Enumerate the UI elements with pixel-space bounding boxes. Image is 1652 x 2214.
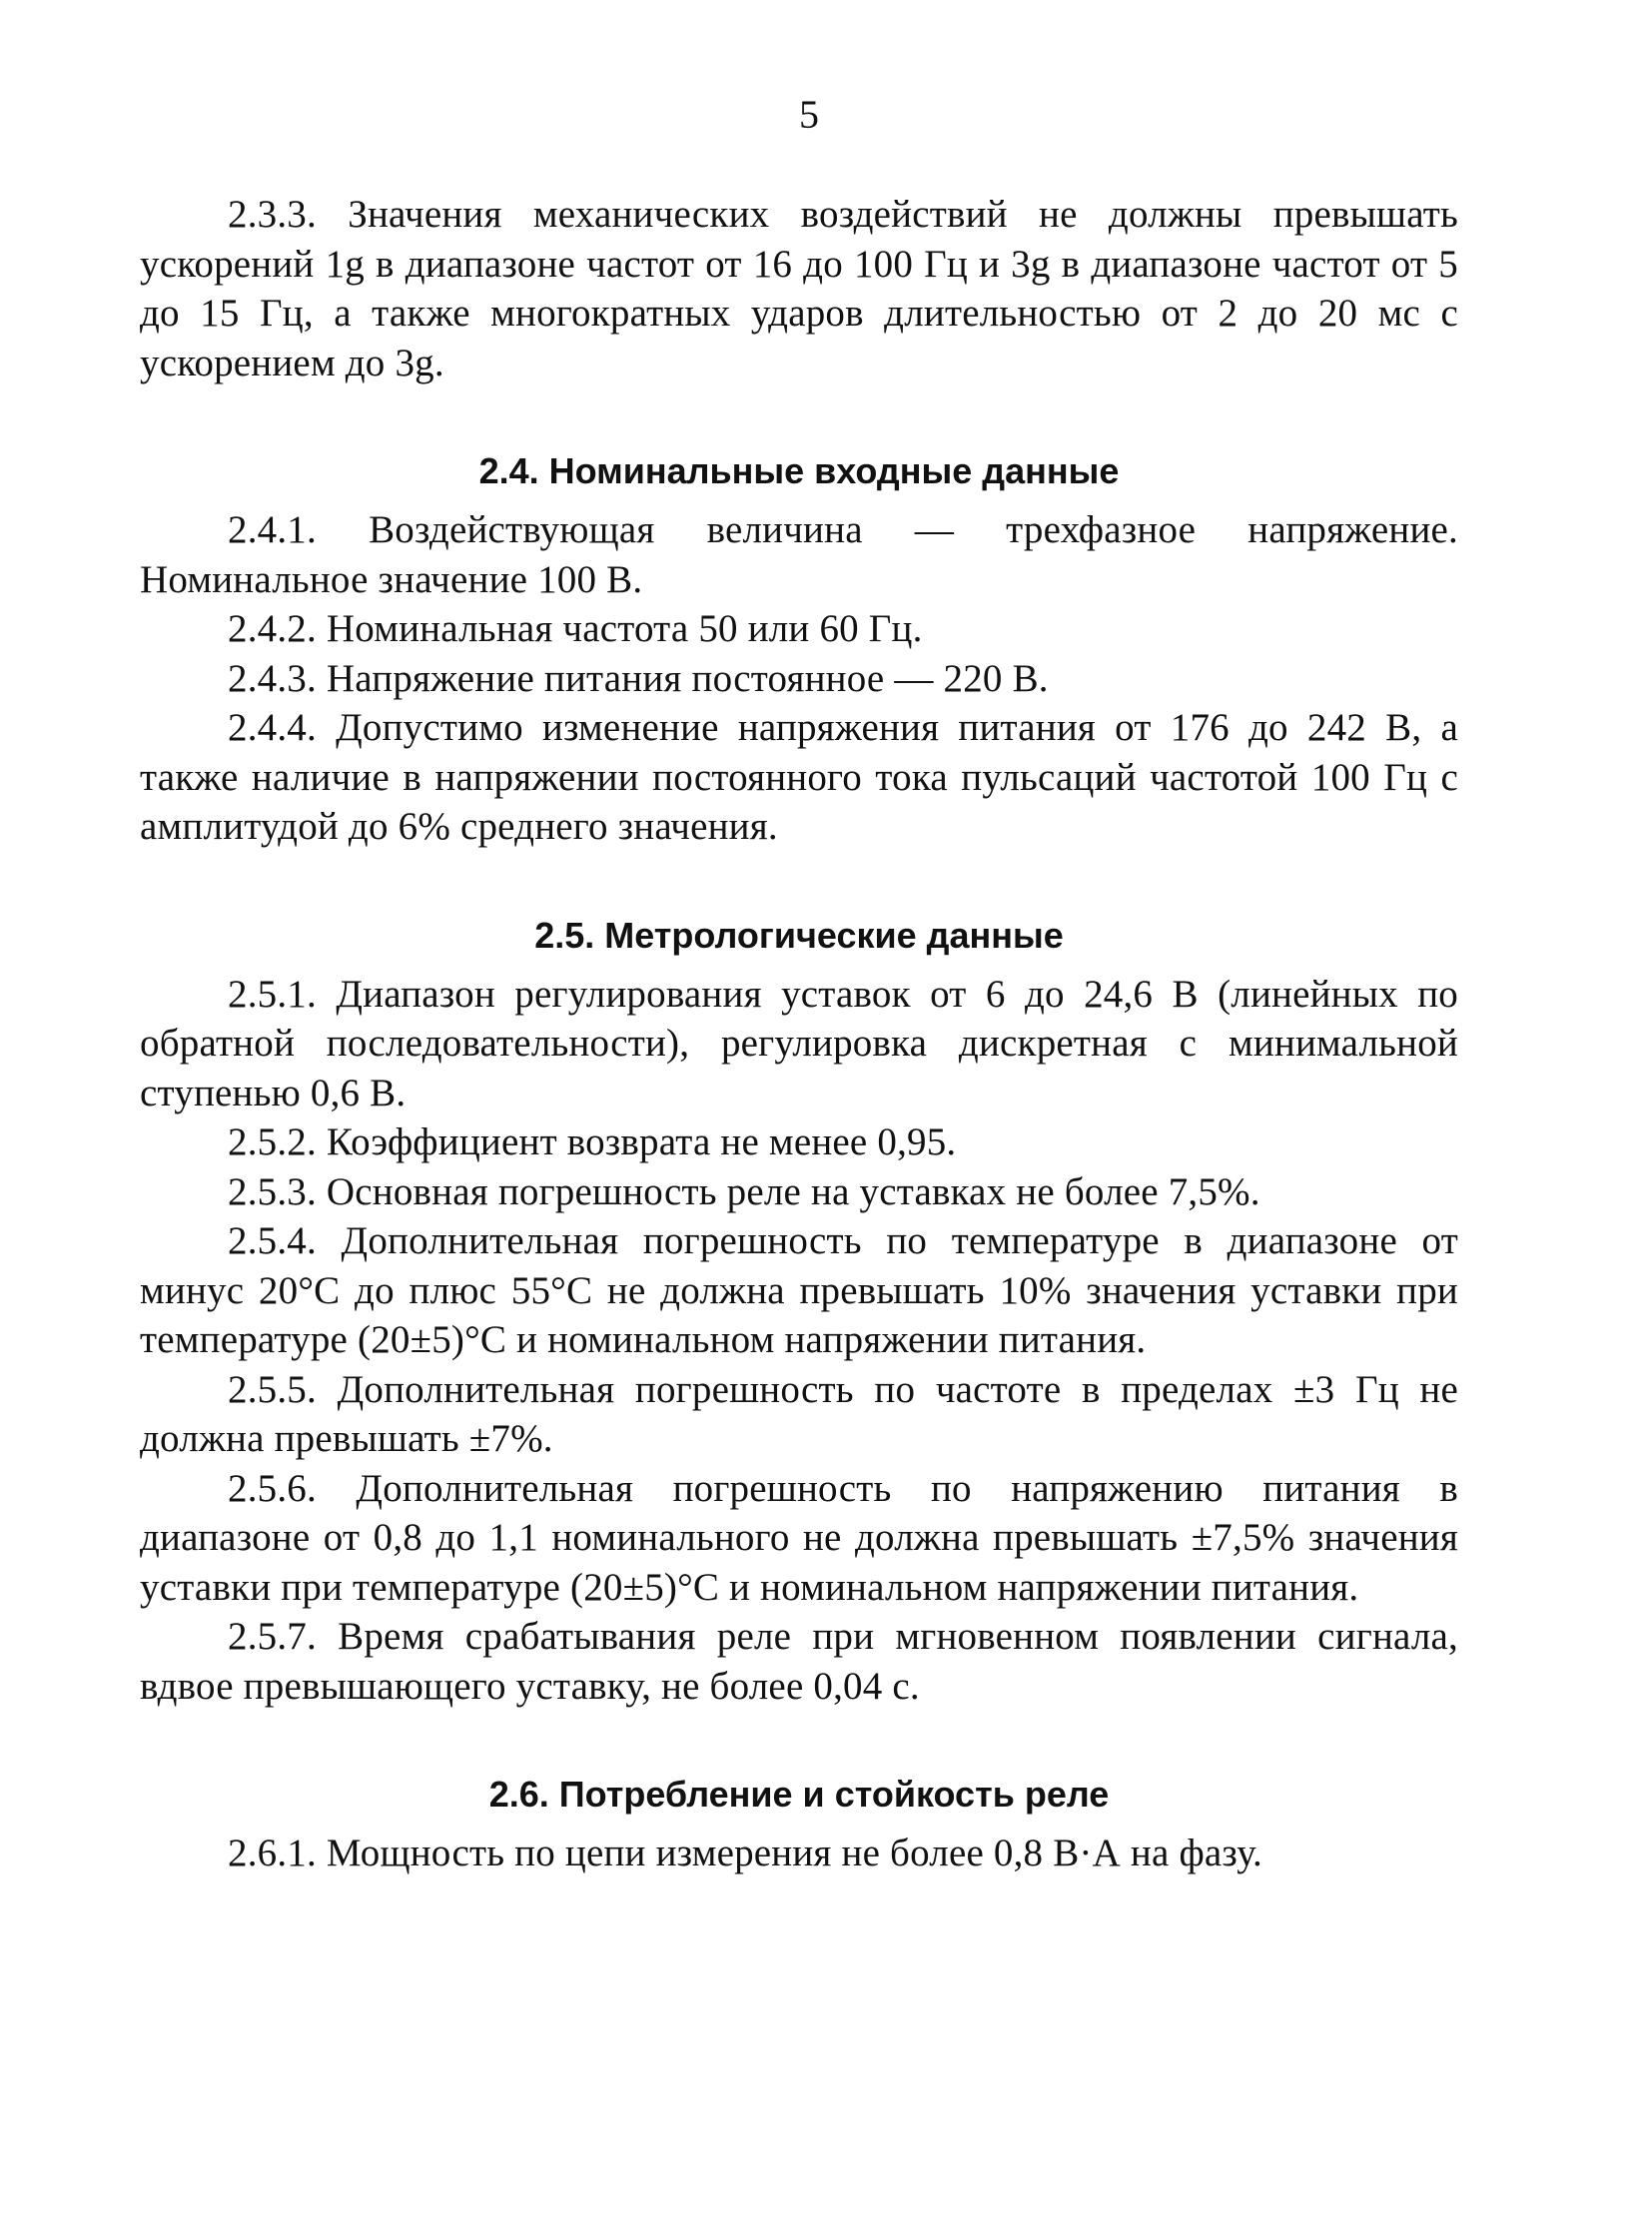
page-number: 5 <box>799 92 819 137</box>
section-title: 2.5. Метрологические данные <box>534 914 1064 956</box>
paragraph-2-4-4: 2.4.4. Допустимо изменение напряжения питания от 176 до 242 В, а также наличие в напряжении постоянного тока пульсаций частотой 100 Гц с амплитудой до 6% среднего значения. <box>140 706 1458 848</box>
section-2-5 <box>140 912 1458 1712</box>
paragraph-2-6-1: 2.6.1. Мощность по цепи измерения не более 0,8 В·А на фазу. <box>228 1832 1262 1874</box>
paragraph-2-4-3: 2.4.3. Напряжение питания постоянное — 220 В. <box>228 656 1049 700</box>
paragraph-2-4-1: 2.4.1. Воздействующая величина — трехфазное напряжение. Номинальное значение 100 В. <box>140 508 1458 601</box>
paragraph-2-5-6: 2.5.6. Дополнительная погрешность по напряжению питания в диапазоне от 0,8 до 1,1 номинального не должна превышать ±7,5% значения уставки при температуре (20±5)°С и номинальном напряжении питания. <box>140 1466 1458 1609</box>
paragraph-2-5-1: 2.5.1. Диапазон регулирования уставок от 6 до 24,6 В (линейных по обратной последовательности), регулировка дискретная с минимальной ступенью 0,6 В. <box>140 972 1458 1114</box>
section-2-4 <box>140 447 1458 852</box>
section-title: 2.4. Номинальные входные данные <box>478 450 1120 491</box>
section-title: 2.6. Потребление и стойкость реле <box>488 1774 1110 1815</box>
paragraph-2-4-2: 2.4.2. Номинальная частота 50 или 60 Гц. <box>228 607 923 650</box>
section-2-6 <box>140 1771 1458 1878</box>
paragraph-2-5-2: 2.5.2. Коэффициент возврата не менее 0,95. <box>228 1120 957 1163</box>
paragraph-2-3-3: 2.3.3. Значения механических воздействий не должны превышать ускорений 1g в диапазоне частот от 16 до 100 Гц и 3g в диапазоне частот от 5 до 15 Гц, а также многократных ударов длительностью от 2 до 20 мс с ускорением до 3g. <box>140 193 1458 384</box>
paragraph-2-5-3: 2.5.3. Основная погрешность реле на уставках не более 7,5%. <box>228 1169 1260 1213</box>
paragraph-2-5-5: 2.5.5. Дополнительная погрешность по частоте в пределах ±3 Гц не должна превышать ±7%. <box>140 1367 1458 1460</box>
document-page <box>140 92 1458 1878</box>
paragraph-2-5-7: 2.5.7. Время срабатывания реле при мгновенном появлении сигнала, вдвое превышающего уставку, не более 0,04 с. <box>140 1615 1458 1708</box>
paragraph-2-5-4: 2.5.4. Дополнительная погрешность по температуре в диапазоне от минус 20°С до плюс 55°С не должна превышать 10% значения уставки при температуре (20±5)°С и номинальном напряжении питания. <box>140 1219 1458 1361</box>
